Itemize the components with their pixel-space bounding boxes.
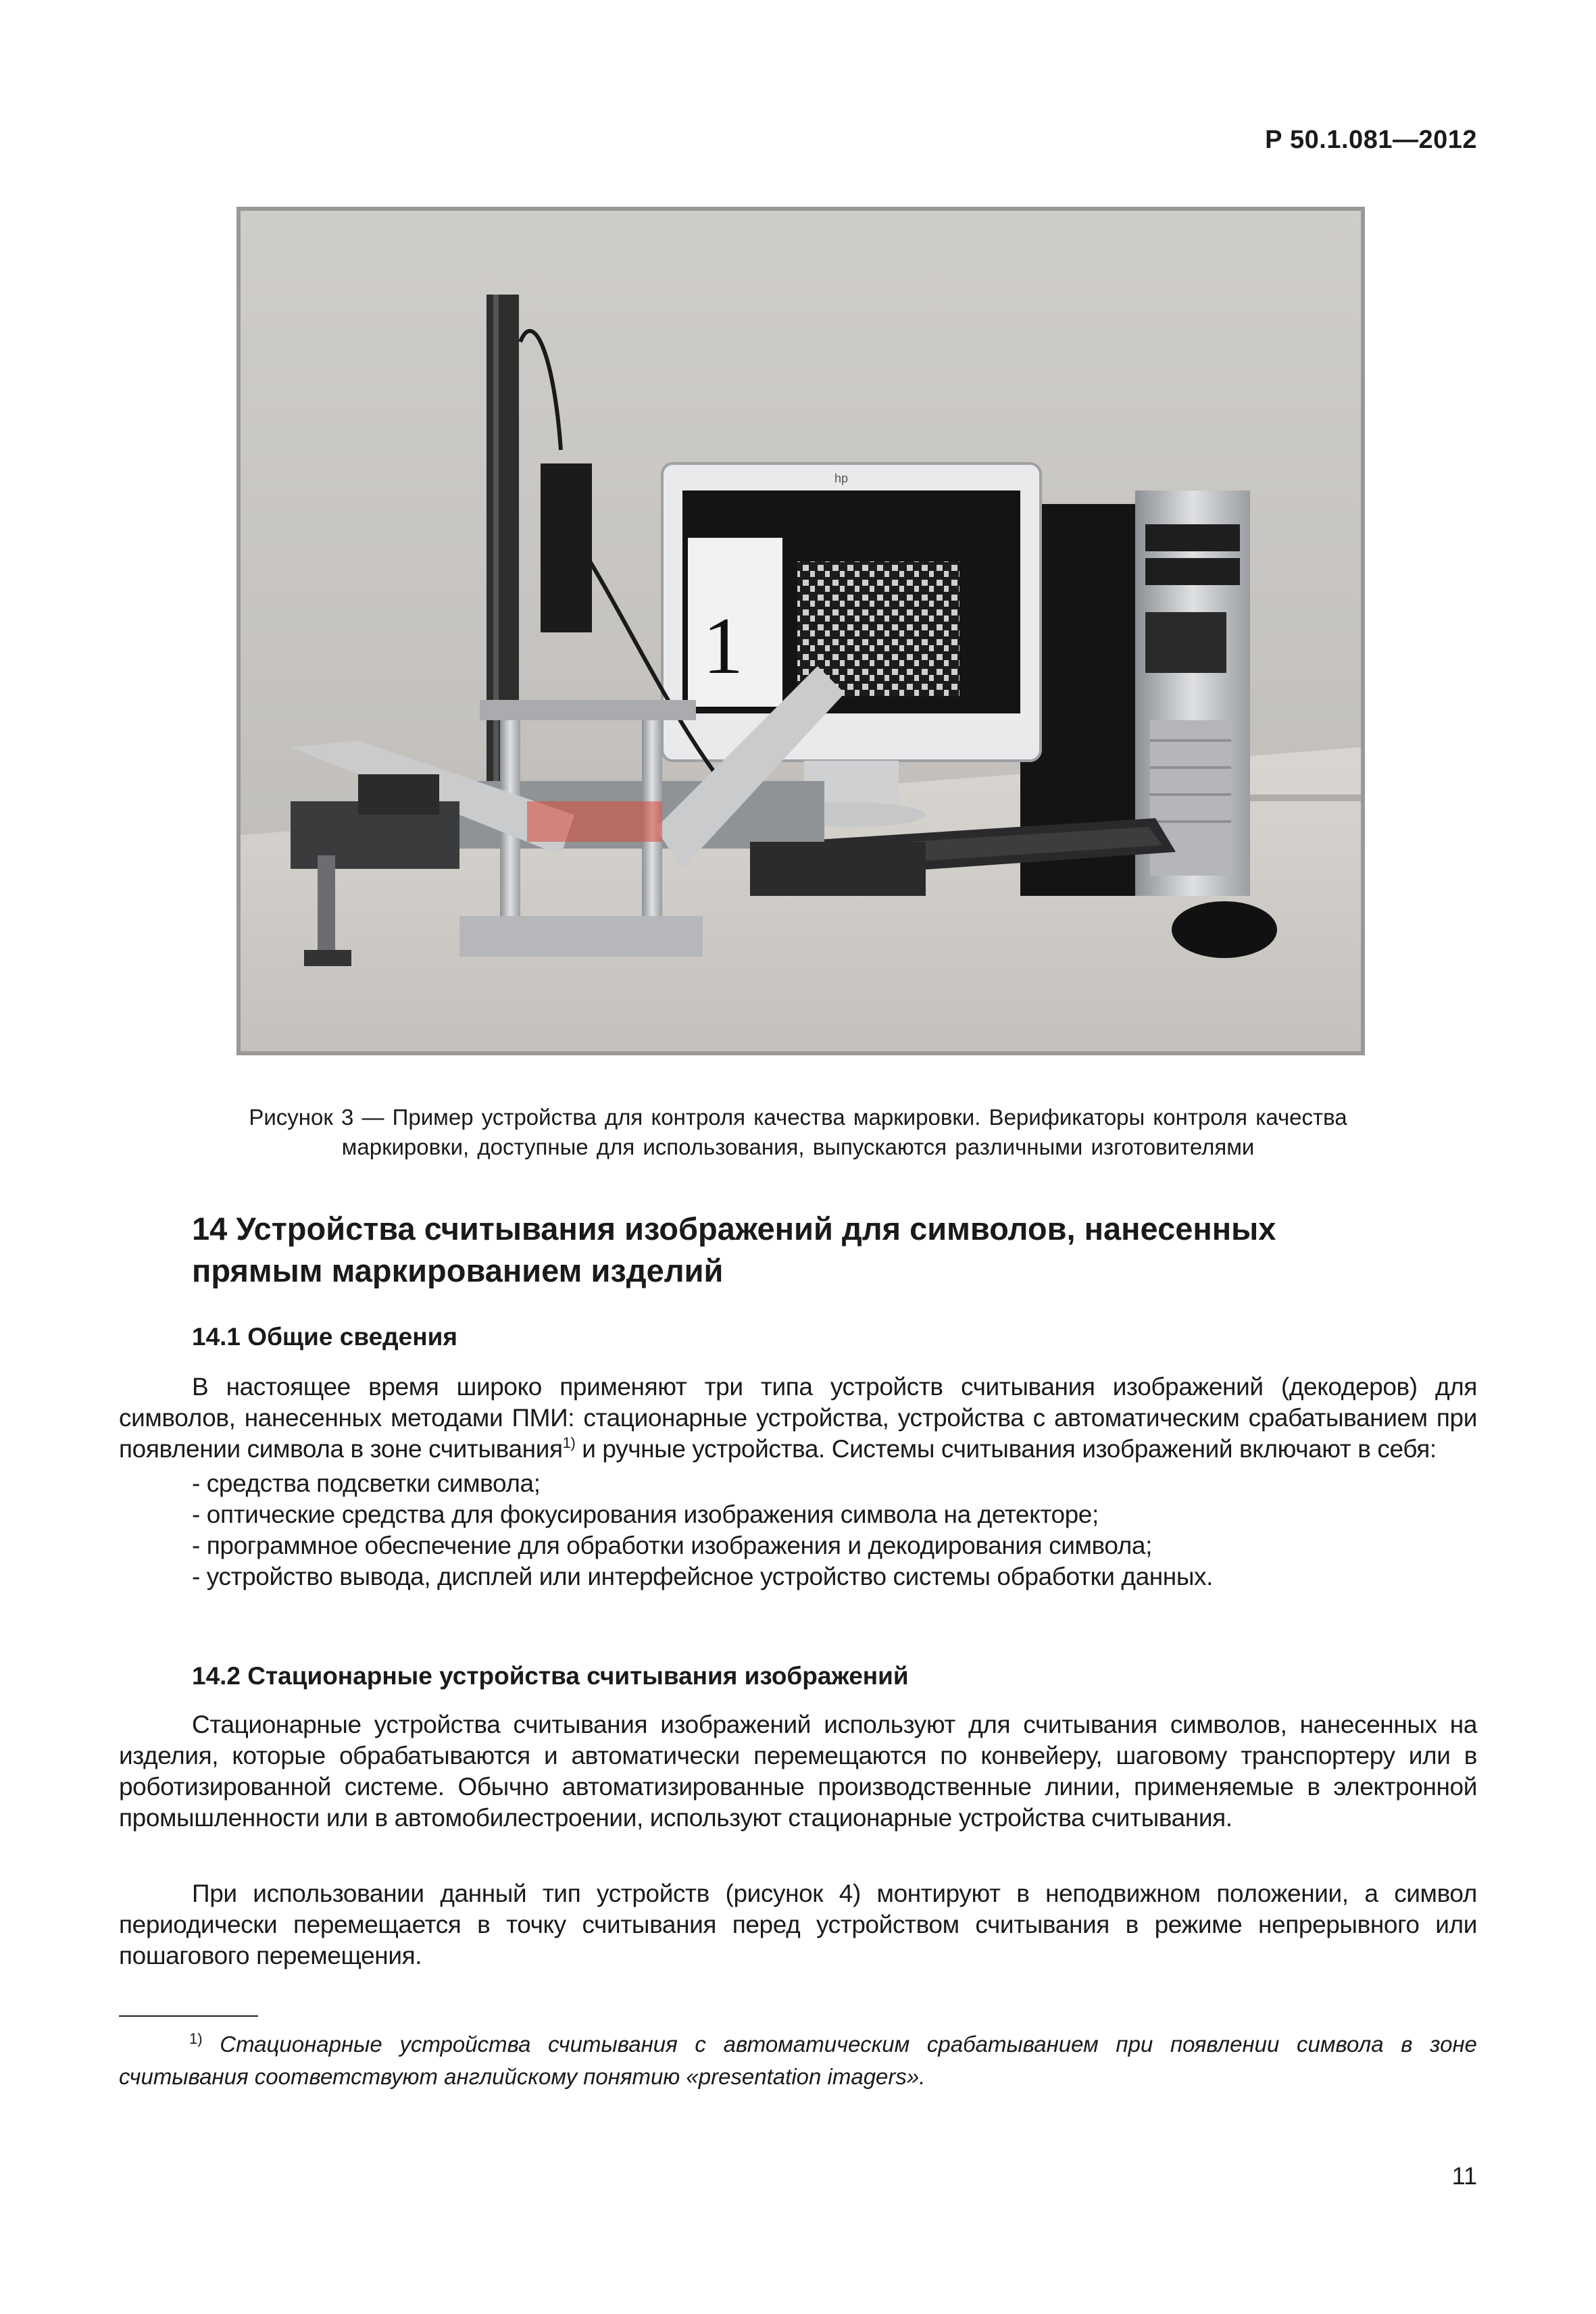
subsection-title: 14.2 Стационарные устройства считывания изображений [192,1662,909,1690]
footnote-ref[interactable]: 1) [562,1434,576,1451]
list-item: - оптические средства для фокусирования изображения символа на детекторе; [192,1501,1099,1528]
photo-icon [236,207,1365,1055]
paragraph-text: При использовании данный тип устройств (рисунок 4) монтируют в неподвижном положении, а символ периодически перемещается в точку считывания перед устройством считывания в режиме непрерывного или пошагового перемещения. [119,1880,1477,1969]
caption-line: маркировки, доступные для использования, выпускаются различными изготовителями [341,1134,1255,1159]
figure-photo [236,207,1365,1055]
list-item: - средства подсветки символа; [192,1469,541,1497]
figure-caption [128,1103,1468,1162]
footnote-text: Стационарные устройства считывания с автоматическим срабатыванием при появлении символа в зоне считывания соответствуют английскому понятию «presentation imagers». [119,2032,1477,2089]
paragraph-text: Стационарные устройства считывания изображений используют для считывания символов, нанесенных на изделия, которые обрабатываются и автоматически перемещаются по конвейеру, шаговому транспортеру или в роботизированной системе. Обычно автоматизированные производственные линии, применяемые в электронной промышленности или в автомобилестроении, используют стационарные устройства считывания. [119,1711,1477,1832]
paragraph [119,1878,1477,1971]
section-title [192,1208,1476,1292]
svg-text:hp: hp [834,472,849,485]
svg-text:1: 1 [703,601,743,690]
section-title-line: 14 Устройства считывания изображений для символов, нанесенных [192,1211,1276,1247]
document-code: Р 50.1.081—2012 [1265,126,1477,154]
paragraph-text: и ручные устройства. Системы считывания изображений включают в себя: [575,1435,1437,1463]
footnote-divider [119,2015,258,2017]
section-title-line: прямым маркированием изделий [192,1253,724,1288]
subsection-title: 14.1 Общие сведения [192,1323,457,1351]
list-item: - устройство вывода, дисплей или интерфейсное устройство системы обработки данных. [192,1563,1213,1590]
list-item: - программное обеспечение для обработки изображения и декодирования символа; [192,1532,1152,1559]
footnote [119,2030,1477,2092]
caption-line: Рисунок 3 — Пример устройства для контроля качества маркировки. Верификаторы контроля качества [249,1105,1347,1130]
paragraph [119,1709,1477,1834]
paragraph-text: В настоящее время широко применяют три типа устройств считывания изображений (декодеров) для символов, нанесенных методами ПМИ: стационарные устройства, устройства с автоматическим срабатыванием при появлении символа в зоне считывания [119,1373,1477,1463]
paragraph [119,1372,1477,1468]
subsection-body [119,1372,1477,1592]
footnote-mark: 1) [189,2030,203,2047]
page-number: 11 [1451,2162,1477,2190]
